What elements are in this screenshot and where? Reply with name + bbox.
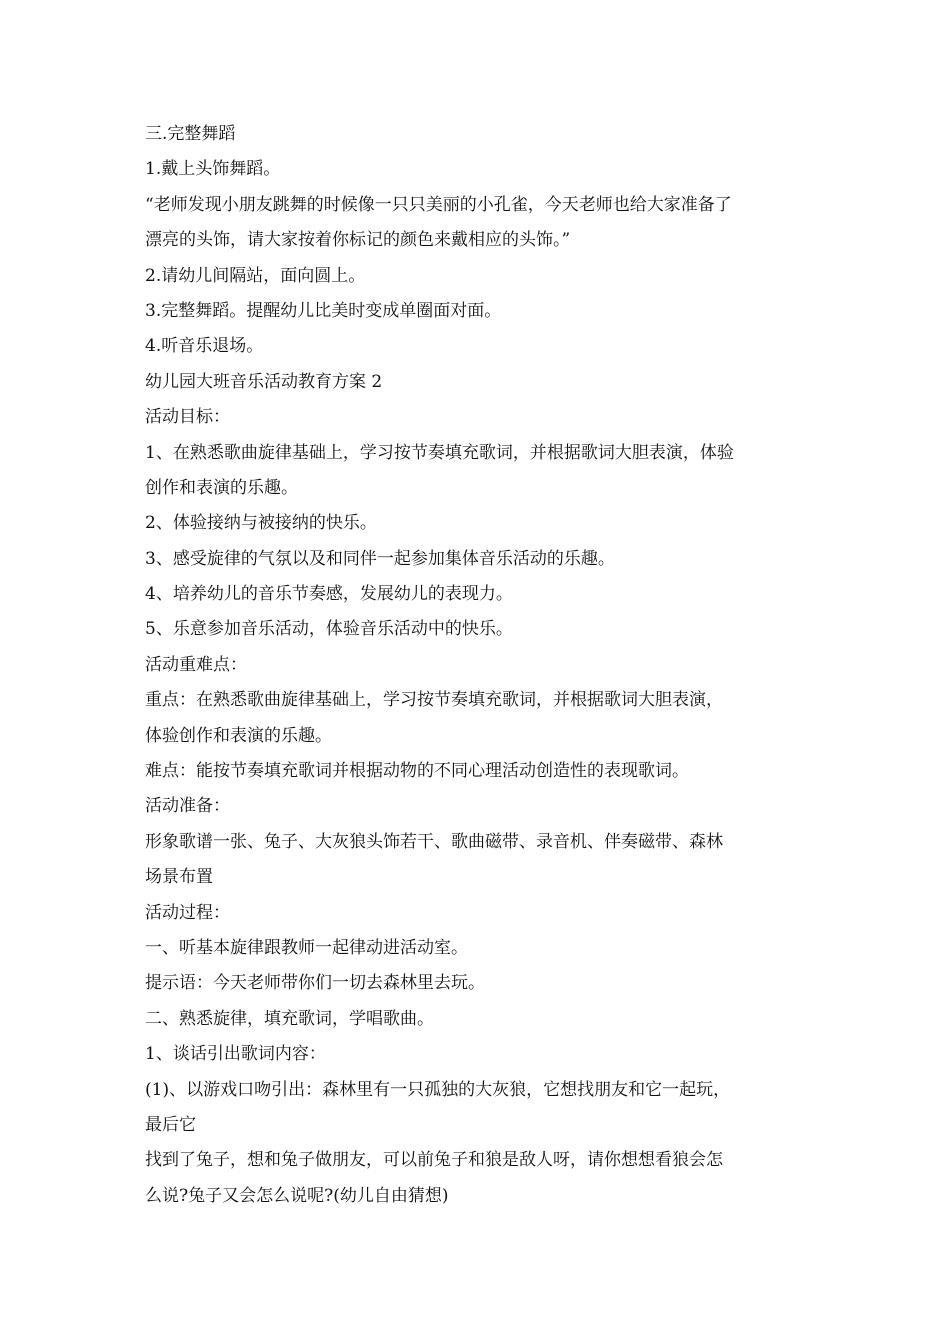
paragraph-line: 重点：在熟悉歌曲旋律基础上，学习按节奏填充歌词，并根据歌词大胆表演， [145, 690, 723, 711]
paragraph-line: 最后它 [145, 1114, 196, 1135]
document-body [145, 117, 810, 1214]
paragraph-line: 场景布置 [145, 867, 213, 888]
paragraph-line: 5、乐意参加音乐活动，体验音乐活动中的快乐。 [145, 619, 513, 640]
section-heading: 活动过程： [145, 902, 230, 923]
paragraph-line: 找到了兔子，想和兔子做朋友，可以前兔子和狼是敌人呀，请你想想看狼会怎 [145, 1150, 723, 1171]
paragraph-line: 2、体验接纳与被接纳的快乐。 [145, 513, 377, 534]
section-heading: 三.完整舞蹈 [145, 124, 236, 144]
paragraph-line: 二、熟悉旋律，填充歌词，学唱歌曲。 [145, 1008, 434, 1029]
paragraph-line: (1)、以游戏口吻引出：森林里有一只孤独的大灰狼，它想找朋友和它一起玩， [145, 1079, 731, 1100]
paragraph-line: 3、感受旋律的气氛以及和同伴一起参加集体音乐活动的乐趣。 [145, 548, 615, 569]
paragraph-line: 么说?兔子又会怎么说呢?(幼儿自由猜想) [145, 1185, 449, 1206]
paragraph-line: 1、谈话引出歌词内容： [145, 1044, 326, 1065]
paragraph-line: 4.听音乐退场。 [145, 336, 264, 357]
paragraph-line: 4、培养幼儿的音乐节奏感，发展幼儿的表现力。 [145, 584, 513, 605]
section-heading: 活动准备： [145, 796, 230, 817]
paragraph-line: 2.请幼儿间隔站，面向圆上。 [145, 265, 366, 286]
paragraph-line: 一、听基本旋律跟教师一起律动进活动室。 [145, 937, 468, 958]
paragraph-line: 1.戴上头饰舞蹈。 [145, 159, 281, 180]
paragraph-line: 体验创作和表演的乐趣。 [145, 725, 332, 746]
paragraph-line: 漂亮的头饰，请大家按着你标记的颜色来戴相应的头饰。” [145, 230, 571, 251]
paragraph-line: 形象歌谱一张、兔子、大灰狼头饰若干、歌曲磁带、录音机、伴奏磁带、森林 [145, 831, 723, 852]
paragraph-line: 难点：能按节奏填充歌词并根据动物的不同心理活动创造性的表现歌词。 [145, 761, 689, 782]
section-heading: 活动重难点： [145, 654, 247, 675]
paragraph-line: “老师发现小朋友跳舞的时候像一只只美丽的小孔雀，今天老师也给大家准备了 [145, 194, 732, 215]
paragraph-line: 1、在熟悉歌曲旋律基础上，学习按节奏填充歌词，并根据歌词大胆表演，体验 [145, 442, 734, 463]
paragraph-line: 提示语：今天老师带你们一切去森林里去玩。 [145, 973, 485, 994]
paragraph-line: 创作和表演的乐趣。 [145, 477, 298, 498]
paragraph-line: 3.完整舞蹈。提醒幼儿比美时变成单圈面对面。 [145, 300, 502, 321]
section-heading: 活动目标： [145, 407, 230, 428]
document-title: 幼儿园大班音乐活动教育方案 2 [145, 371, 383, 392]
